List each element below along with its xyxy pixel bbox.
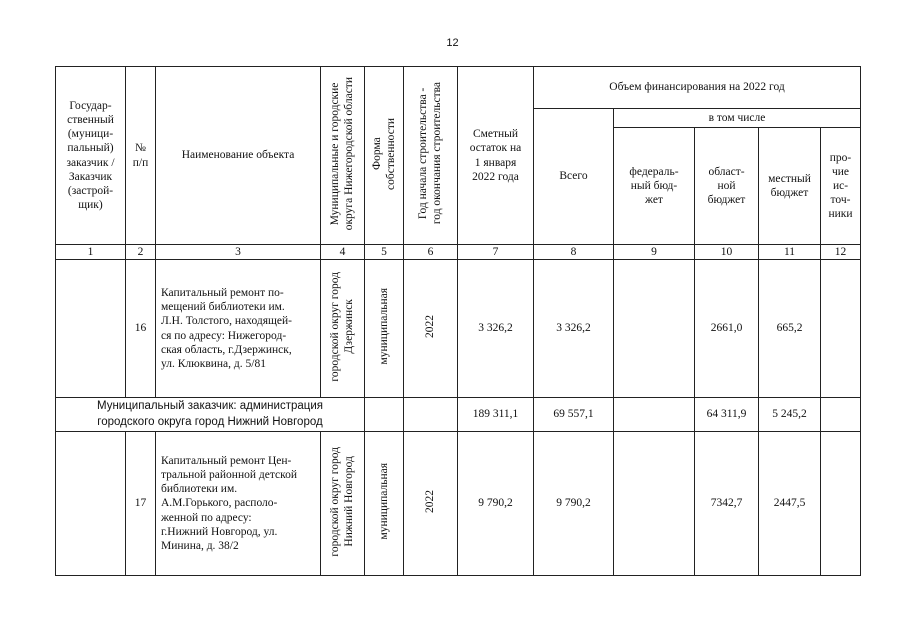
row-other [821,260,861,398]
row-local: 2447,5 [759,432,821,576]
summary-remaining: 189 311,1 [458,398,534,432]
column-number: 7 [458,245,534,260]
row-district [321,260,365,398]
row-ownership [365,432,404,576]
column-number: 8 [534,245,614,260]
row-years-text: 2022 [424,314,437,338]
row-remaining: 3 326,2 [458,260,534,398]
row-regional: 7342,7 [695,432,759,576]
column-number: 12 [821,245,861,260]
header-customer: Государ- ственный (муници- пальный) заказчик / Заказчик (застрой- щик) [56,67,126,245]
row-district [321,432,365,576]
column-number: 2 [126,245,156,260]
header-ownership [365,67,404,245]
summary-customer-label: Муниципальный заказчик: администрация городского округа город Нижний Новгород [56,398,365,432]
column-number: 6 [404,245,458,260]
header-federal: федераль- ный бюд- жет [614,128,695,245]
header-regional: област- ной бюджет [695,128,759,245]
table-row [56,432,861,576]
column-number: 11 [759,245,821,260]
header-years [404,67,458,245]
row-local: 665,2 [759,260,821,398]
row-number: 17 [126,432,156,576]
header-other: про- чие ис- точ- ники [821,128,861,245]
table-row [56,260,861,398]
header-district-text: Муниципальные и городские округа Нижегородской области [329,76,356,231]
row-years-text: 2022 [424,489,437,513]
row-total: 3 326,2 [534,260,614,398]
header-district [321,67,365,245]
column-number: 3 [156,245,321,260]
summary-empty [365,398,404,432]
summary-regional: 64 311,9 [695,398,759,432]
column-number: 1 [56,245,126,260]
summary-federal [614,398,695,432]
header-number: № п/п [126,67,156,245]
summary-local: 5 245,2 [759,398,821,432]
row-regional: 2661,0 [695,260,759,398]
header-ownership-text: Форма собственности [370,117,397,190]
column-number: 4 [321,245,365,260]
page-number: 12 [446,37,459,49]
row-ownership-text: муниципальная [377,288,390,365]
row-number: 16 [126,260,156,398]
row-ownership-text: муниципальная [377,463,390,540]
row-ownership [365,260,404,398]
column-number: 5 [365,245,404,260]
row-customer [56,260,126,398]
header-including: в том числе [614,109,861,128]
row-years [404,260,458,398]
row-other [821,432,861,576]
financing-table [55,66,861,576]
column-number: 9 [614,245,695,260]
summary-other [821,398,861,432]
header-financing: Объем финансирования на 2022 год [534,67,861,109]
summary-empty [404,398,458,432]
header-remaining: Сметный остаток на 1 января 2022 года [458,67,534,245]
row-customer [56,432,126,576]
row-object-name: Капитальный ремонт Цен- тральной районной детской библиотеки им. А.М.Горького, располо- женной по адресу: г.Нижний Новгород, ул. Минина, д. 38/2 [156,432,321,576]
header-object-name: Наименование объекта [156,67,321,245]
row-district-text: городской округ город Нижний Новгород [329,446,356,557]
header-years-text: Год начала строительства - год окончания строительства [417,82,444,225]
row-federal [614,260,695,398]
summary-row [56,398,861,432]
header-total: Всего [534,109,614,245]
row-object-name: Капитальный ремонт по- мещений библиотеки им. Л.Н. Толстого, находящей- ся по адресу: Нижегород- ская область, г.Дзержинск, ул. Клюквина, д. 5/81 [156,260,321,398]
row-district-text: городской округ город Дзержинск [329,271,356,382]
row-years [404,432,458,576]
header-local: местный бюджет [759,128,821,245]
column-number: 10 [695,245,759,260]
column-numbers-row [56,245,861,260]
row-remaining: 9 790,2 [458,432,534,576]
row-total: 9 790,2 [534,432,614,576]
summary-total: 69 557,1 [534,398,614,432]
header-row-1 [56,67,861,109]
row-federal [614,432,695,576]
